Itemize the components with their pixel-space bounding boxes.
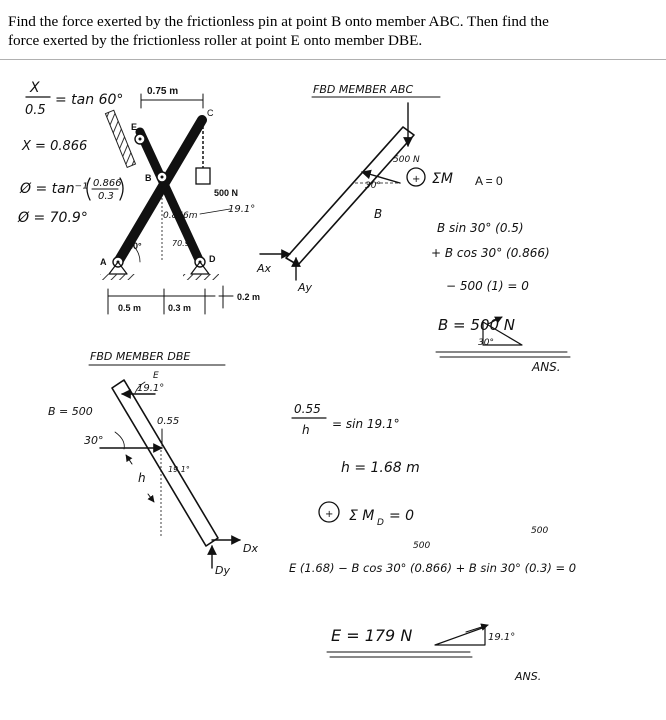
fbd-dbe-title: FBD MEMBER DBE — [90, 350, 191, 363]
h-num: 0.55 — [294, 402, 321, 416]
x-numerator: X — [30, 80, 40, 96]
ma-line-2: + B cos 30° (0.866) — [431, 246, 550, 260]
dim-0866: 0.866m — [163, 211, 198, 221]
fbd-dbe-h: h — [138, 471, 146, 485]
svg-text:+: + — [325, 509, 334, 520]
md-angle: 19.1° — [488, 632, 516, 643]
fbd-dbe-B: B = 500 — [48, 405, 93, 418]
fbd-dbe-bar — [112, 380, 218, 546]
wall-E — [105, 110, 138, 167]
moment-about-d — [289, 502, 576, 683]
fbd-dbe-dy: Dy — [215, 564, 230, 577]
fbd-dbe — [48, 350, 258, 577]
fbd-dbe-055: 0.55 — [157, 416, 180, 427]
fbd-dbe-angle19: 19.1° — [137, 383, 165, 394]
sum-MD: Σ M — [349, 508, 375, 524]
sum-MD-tail: = 0 — [389, 508, 415, 524]
x-denominator: 0.5 — [25, 103, 46, 118]
angle-19-1: 19.1° — [228, 204, 256, 215]
md-result: E = 179 N — [331, 626, 413, 645]
dim-075: 0.75 m — [147, 86, 179, 97]
fbd-dbe-dx: Dx — [243, 542, 258, 555]
phi-value: Ø = 70.9° — [18, 210, 88, 226]
ground-A — [100, 274, 136, 280]
moment-about-a — [407, 168, 570, 374]
ma-line-3: − 500 (1) = 0 — [446, 279, 529, 293]
fbd-abc-bar — [286, 127, 414, 265]
geometry-notes — [17, 80, 123, 226]
phi-equation: Ø = tan⁻¹ — [20, 181, 88, 197]
angle-60: 60° — [128, 241, 142, 251]
ma-line-1: B sin 30° (0.5) — [437, 221, 524, 235]
ma-ans: ANS. — [532, 360, 561, 374]
h-den: h — [302, 423, 310, 437]
fbd-abc-ax: Ax — [257, 262, 272, 275]
dim-03: 0.3 m — [168, 303, 192, 313]
label-E: E — [131, 122, 138, 132]
svg-text:+: + — [412, 174, 421, 185]
ma-tri-angle: 30° — [478, 338, 494, 348]
phi-denominator: 0.3 — [98, 191, 114, 202]
fbd-dbe-angle30: 30° — [84, 434, 104, 447]
h-result: h = 1.68 m — [341, 460, 420, 476]
fbd-abc-angle30: 30° — [365, 181, 381, 191]
tan60-text: = tan 60° — [55, 92, 124, 108]
note-500-a: 500 — [413, 541, 431, 551]
note-500-b: 500 — [531, 526, 549, 536]
problem-line-2: force exerted by the frictionless roller at point E onto member DBE. — [8, 32, 423, 49]
angle-709: 70.9° — [172, 239, 194, 248]
md-equation: E (1.68) − B cos 30° (0.866) + B sin 30° (0.3) = 0 — [289, 561, 577, 575]
label-D: D — [209, 254, 216, 264]
ground-D — [183, 274, 219, 280]
ma-result: B = 500 N — [438, 316, 516, 334]
dim-05: 0.5 m — [118, 303, 142, 313]
fbd-abc — [256, 83, 440, 294]
h-eq: = sin 19.1° — [332, 417, 400, 431]
dim-02: 0.2 m — [237, 292, 261, 302]
md-ans: ANS. — [515, 670, 542, 683]
fbd-abc-label-B: B — [374, 207, 383, 221]
weight-block — [196, 168, 210, 184]
label-A: A — [100, 257, 107, 267]
sum-MA: ΣM — [432, 171, 453, 187]
frame-figure — [100, 86, 260, 314]
h-calculation — [292, 402, 420, 476]
label-C: C — [207, 108, 214, 118]
fbd-dbe-label-E: E — [153, 371, 159, 381]
sum-MD-sub: D — [377, 518, 384, 528]
fbd-dbe-angle-inner: 19.1° — [168, 465, 190, 474]
fbd-abc-ay: Ay — [298, 281, 313, 294]
fbd-abc-load: 500 N — [393, 155, 420, 165]
direction-triangle-d — [435, 627, 485, 645]
problem-line-1: Find the force exerted by the frictionless pin at point B onto member ABC. Then find the — [8, 13, 549, 30]
sum-MA-sub: A = 0 — [475, 174, 503, 188]
label-B: B — [145, 173, 152, 183]
x-value: X = 0.866 — [22, 139, 88, 154]
phi-numerator: 0.866 — [93, 178, 122, 189]
fbd-abc-title: FBD MEMBER ABC — [313, 83, 414, 96]
load-500N: 500 N — [214, 188, 239, 198]
